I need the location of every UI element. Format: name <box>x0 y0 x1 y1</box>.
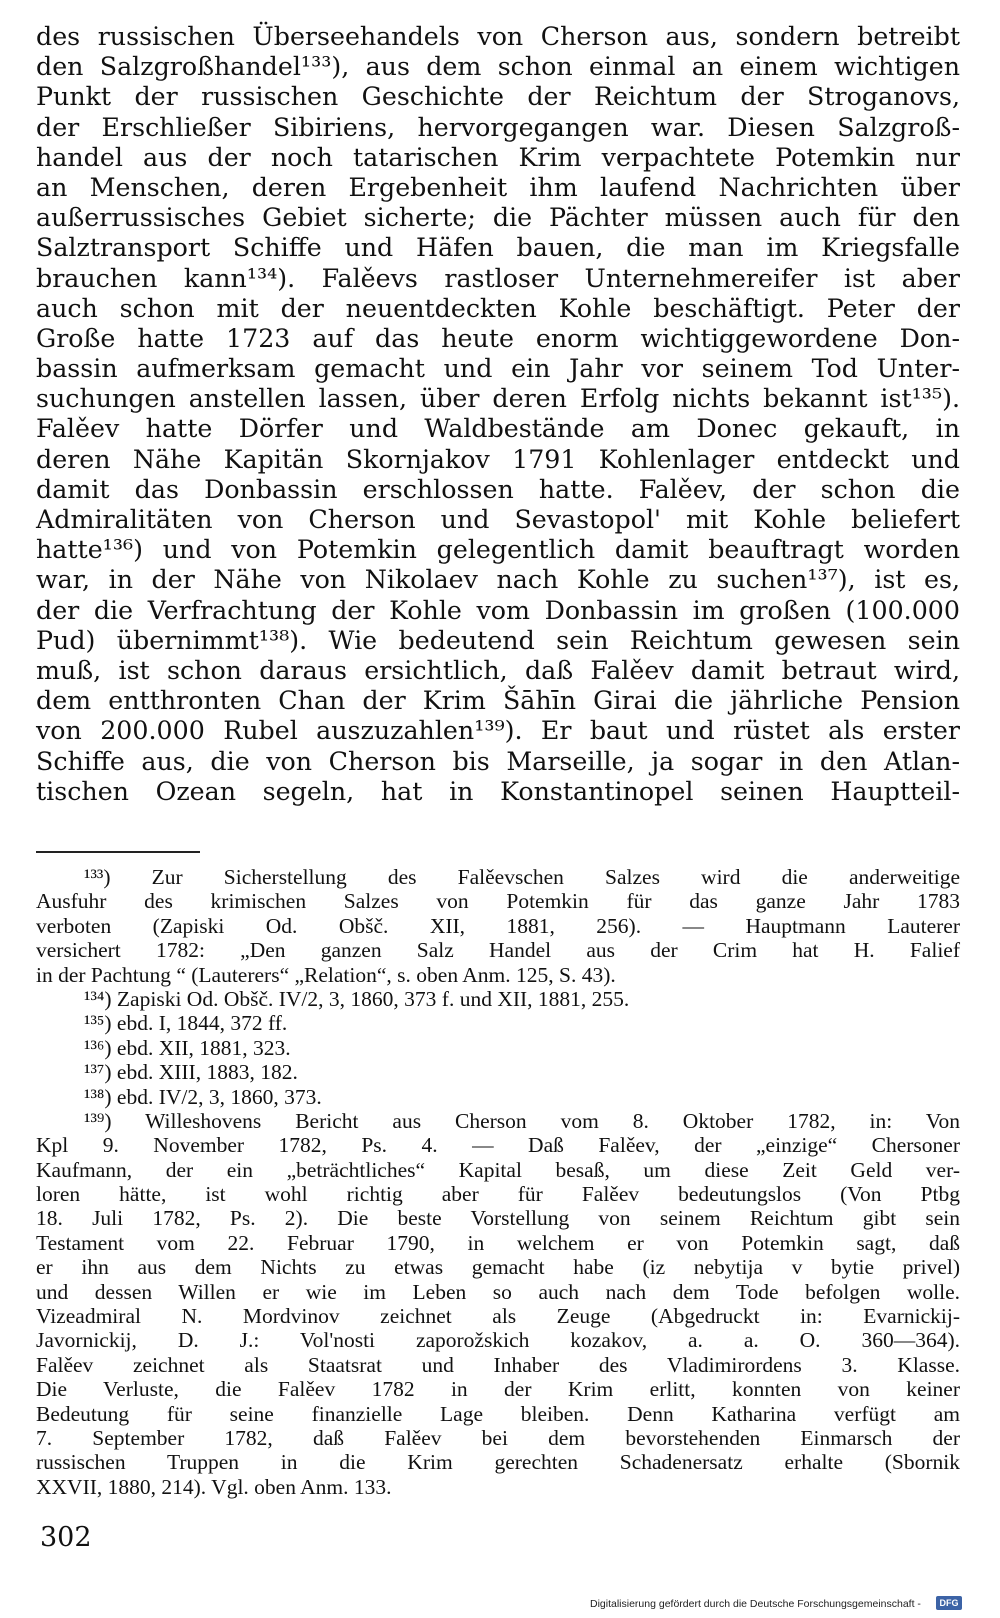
footnote-line: ¹³⁵) ebd. I, 1844, 372 ff. <box>84 1011 288 1036</box>
body-line: bassin aufmerksam gemacht und ein Jahr vor seinem Tod Unter- <box>36 354 960 384</box>
body-line: an Menschen, deren Ergebenheit ihm laufend Nachrichten über <box>36 172 960 202</box>
footnote-line: ¹³⁶) ebd. XII, 1881, 323. <box>84 1035 291 1060</box>
body-line: brauchen kann¹³⁴). Falěevs rastloser Unternehmereifer ist aber <box>36 263 960 293</box>
body-line: damit das Donbassin erschlossen hatte. Falěev, der schon die <box>36 474 960 504</box>
body-line: der Erschließer Sibiriens, hervorgegangen war. Diesen Salzgroß- <box>36 112 960 142</box>
body-line: suchungen anstellen lassen, über deren Erfolg nichts bekannt ist¹³⁵). <box>36 384 960 414</box>
footnote-line: ¹³⁴) Zapiski Od. Obšč. IV/2, 3, 1860, 373 f. und XII, 1881, 255. <box>84 986 630 1011</box>
body-line: des russischen Überseehandels von Cherson aus, sondern betreibt <box>36 22 960 51</box>
footnote-line: Testament vom 22. Februar 1790, in welchem er von Potemkin sagt, daß <box>36 1230 960 1255</box>
body-line: außerrussisches Gebiet sicherte; die Pächter müssen auch für den <box>36 203 960 233</box>
footnote-line: ¹³⁷) ebd. XIII, 1883, 182. <box>84 1060 298 1085</box>
footnotes <box>36 865 960 1499</box>
footnote-line: Kaufmann, der ein „beträchtliches“ Kapital besaß, um diese Zeit Geld ver- <box>36 1157 960 1182</box>
body-line: hatte¹³⁶) und von Potemkin gelegentlich damit beauftragt worden <box>36 535 960 565</box>
body-line: muß, ist schon daraus ersichtlich, daß Falěev damit betraut wird, <box>36 655 960 685</box>
footnote-line: versichert 1782: „Den ganzen Salz Handel aus der Crim hat H. Falief <box>36 938 960 963</box>
body-line: Falěev hatte Dörfer und Waldbestände am Donec gekauft, in <box>36 414 960 444</box>
page-number: 302 <box>40 1522 92 1553</box>
body-line: Pud) übernimmt¹³⁸). Wie bedeutend sein Reichtum gewesen sein <box>36 625 960 655</box>
body-line: war, in der Nähe von Nikolaev nach Kohle zu suchen¹³⁷), ist es, <box>36 565 960 595</box>
footnote-line: Javornickij, D. J.: Vol'nosti zaporožskich kozakov, a. a. O. 360—364). <box>36 1328 960 1353</box>
body-line: auch schon mit der neuentdeckten Kohle beschäftigt. Peter der <box>36 293 960 323</box>
body-line: dem entthronten Chan der Krim Šāhīn Girai die jährliche Pension <box>36 686 960 716</box>
digitization-credit: Digitalisierung gefördert durch die Deutsche Forschungsgemeinschaft - <box>590 1598 921 1610</box>
footnote-line: Die Verluste, die Falěev 1782 in der Krim erlitt, konnten von keiner <box>36 1377 960 1402</box>
body-line: von 200.000 Rubel auszuzahlen¹³⁹). Er baut und rüstet als erster <box>36 716 960 746</box>
body-line: deren Nähe Kapitän Skornjakov 1791 Kohlenlager entdeckt und <box>36 444 960 474</box>
footnote-line: ¹³³) Zur Sicherstellung des Falěevschen Salzes wird die anderweitige <box>84 865 960 889</box>
body-line: den Salzgroßhandel¹³³), aus dem schon einmal an einem wichtigen <box>36 52 960 82</box>
footnote-line: Kpl 9. November 1782, Ps. 4. — Daß Falěev, der „einzige“ Chersoner <box>36 1133 960 1158</box>
footnote-line: Falěev zeichnet als Staatsrat und Inhaber des Vladimirordens 3. Klasse. <box>36 1352 960 1377</box>
footnote-divider <box>36 851 200 853</box>
footnote-line: ¹³⁸) ebd. IV/2, 3, 1860, 373. <box>84 1084 322 1109</box>
footnote-line: Vizeadmiral N. Mordvinov zeichnet als Zeuge (Abgedruckt in: Evarnickij- <box>36 1304 960 1329</box>
footnote-line: ¹³⁹) Willeshovens Bericht aus Cherson vom 8. Oktober 1782, in: Von <box>84 1108 960 1133</box>
footnote-line: er ihn aus dem Nichts zu etwas gemacht habe (iz nebytija v bytie privel) <box>36 1255 960 1280</box>
footnote-line: XXVII, 1880, 214). Vgl. oben Anm. 133. <box>36 1474 392 1499</box>
body-line: Salztransport Schiffe und Häfen bauen, die man im Kriegsfalle <box>36 233 960 263</box>
dfg-logo-icon: DFG <box>936 1596 962 1610</box>
footnote-line: verboten (Zapiski Od. Obšč. XII, 1881, 256). — Hauptmann Lauterer <box>36 913 960 938</box>
footnote-line: Bedeutung für seine finanzielle Lage bleiben. Denn Katharina verfügt am <box>36 1401 960 1426</box>
body-line: der die Verfrachtung der Kohle vom Donbassin im großen (100.000 <box>36 595 960 625</box>
footnote-line: und dessen Willen er wie im Leben so auch nach dem Tode befolgen wolle. <box>36 1279 960 1304</box>
footnote-line: in der Pachtung “ (Lauterers“ „Relation“, s. oben Anm. 125, S. 43). <box>36 962 616 987</box>
body-line: Große hatte 1723 auf das heute enorm wichtiggewordene Don- <box>36 323 960 353</box>
body-line: tischen Ozean segeln, hat in Konstantinopel seinen Hauptteil- <box>36 776 960 806</box>
footnote-line: loren hätte, ist wohl richtig aber für Falěev bedeutungslos (Von Ptbg <box>36 1182 960 1207</box>
body-line: handel aus der noch tatarischen Krim verpachtete Potemkin nur <box>36 142 960 172</box>
footnote-line: Ausfuhr des krimischen Salzes von Potemkin für das ganze Jahr 1783 <box>36 889 960 914</box>
footnote-line: 7. September 1782, daß Falěev bei dem bevorstehenden Einmarsch der <box>36 1425 960 1450</box>
footnote-line: russischen Truppen in die Krim gerechten Schadenersatz erhalte (Sbornik <box>36 1450 960 1475</box>
body-line: Punkt der russischen Geschichte der Reichtum der Stroganovs, <box>36 82 960 112</box>
footnote-line: 18. Juli 1782, Ps. 2). Die beste Vorstellung von seinem Reichtum gibt sein <box>36 1206 960 1231</box>
body-line: Schiffe aus, die von Cherson bis Marseille, ja sogar in den Atlan- <box>36 746 960 776</box>
main-text <box>36 22 960 807</box>
body-line: Admiralitäten von Cherson und Sevastopol' mit Kohle beliefert <box>36 505 960 534</box>
